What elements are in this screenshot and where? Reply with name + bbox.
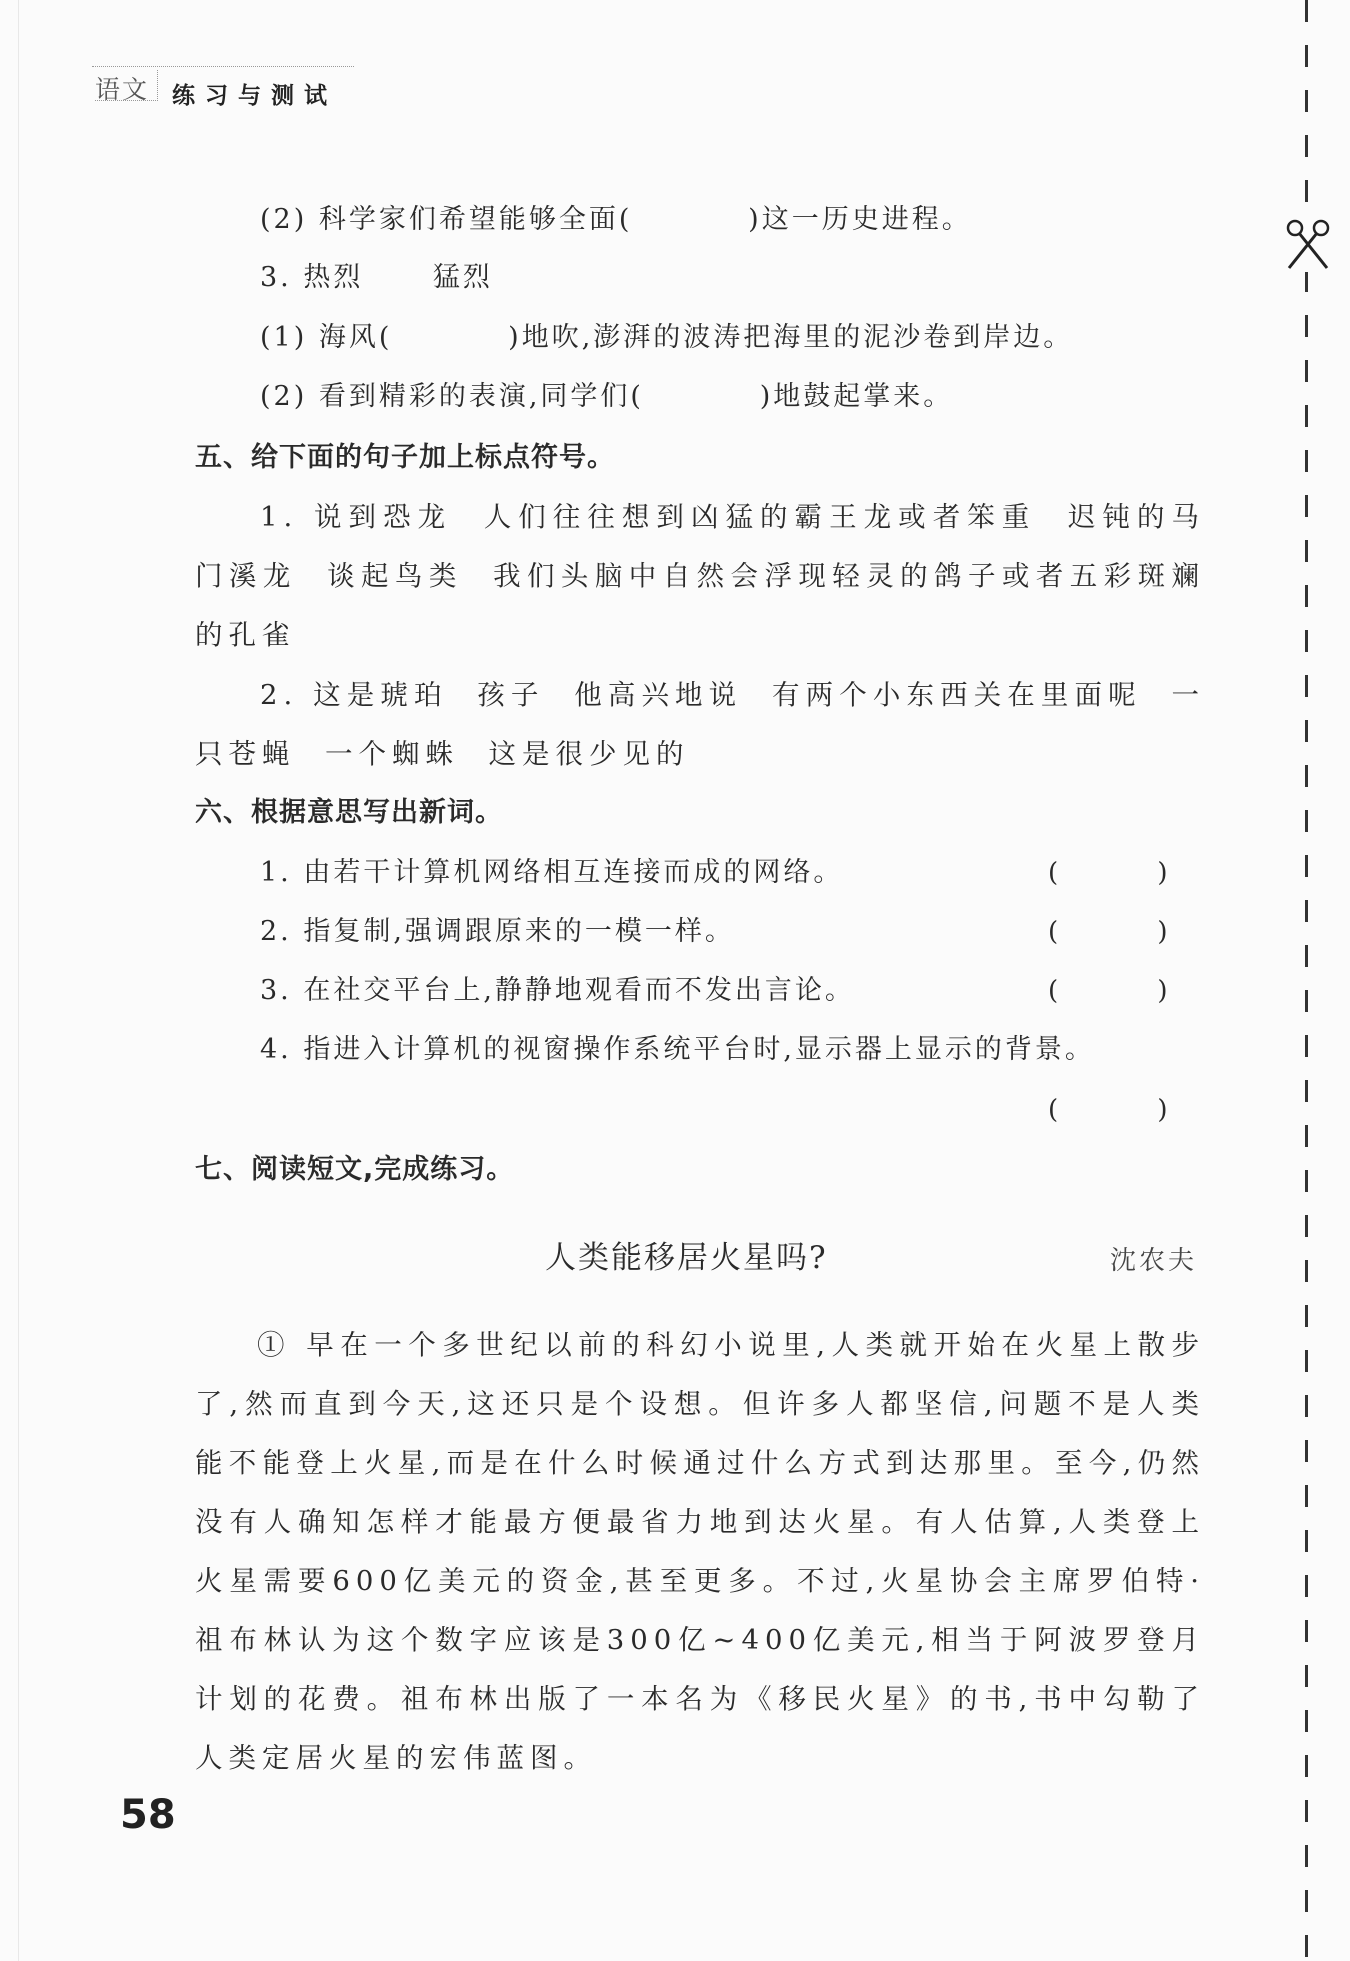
scissors-icon: [1283, 218, 1333, 272]
article-title: 人类能移居火星吗?: [545, 1240, 828, 1276]
section-5-question-1: 1. 说到恐龙 人们往往想到凶猛的霸王龙或者笨重 迟钝的马门溪龙 谈起鸟类 我们头脑中自然会浮现轻灵的鸽子或者五彩斑斓的孔雀: [195, 501, 1205, 651]
section-7-heading: 七、阅读短文,完成练习。: [195, 1154, 515, 1185]
section-6-item-2: 2. 指复制,强调跟原来的一模一样。: [260, 916, 735, 947]
section-5-question-2: 2. 这是琥珀 孩子 他高兴地说 有两个小东西关在里面呢 一只苍蝇 一个蜘蛛 这是很少见的: [195, 679, 1205, 770]
header-subject: 语文: [95, 70, 158, 101]
section-5-heading: 五、给下面的句子加上标点符号。: [195, 442, 615, 473]
exercise-line-3: (1) 海风( )地吹,澎湃的波涛把海里的泥沙卷到岸边。: [260, 322, 1074, 353]
section-6-item-1: 1. 由若干计算机网络相互连接而成的网络。: [260, 857, 844, 888]
page-edge: [18, 0, 19, 1961]
answer-bracket-4: ( ): [1048, 1095, 1168, 1125]
section-6-item-4: 4. 指进入计算机的视窗操作系统平台时,显示器上显示的背景。: [260, 1034, 1095, 1065]
page-number: 58: [120, 1792, 176, 1838]
exercise-line-4: (2) 看到精彩的表演,同学们( )地鼓起掌来。: [260, 381, 954, 412]
article-paragraph-1: ① 早在一个多世纪以前的科幻小说里,人类就开始在火星上散步了,然而直到今天,这还只是个设想。但许多人都坚信,问题不是人类能不能登上火星,而是在什么时候通过什么方式到达那里。至今,仍然没有人确知怎样才能最方便最省力地到达火星。有人估算,人类登上火星需要600亿美元的资金,甚至更多。不过,火星协会主席罗伯特·祖布林认为这个数字应该是300亿~400亿美元,相当于阿波罗登月计划的花费。祖布林出版了一本名为《移民火星》的书,书中勾勒了人类定居火星的宏伟蓝图。: [195, 1329, 1205, 1774]
section-6-heading: 六、根据意思写出新词。: [195, 797, 503, 828]
answer-bracket-2: ( ): [1048, 917, 1168, 947]
exercise-line-1: (2) 科学家们希望能够全面( )这一历史进程。: [260, 204, 972, 235]
exercise-line-2: 3. 热烈 猛烈: [260, 262, 493, 293]
answer-bracket-3: ( ): [1048, 976, 1168, 1006]
section-6-item-3: 3. 在社交平台上,静静地观看而不发出言论。: [260, 975, 855, 1006]
article-author: 沈农夫: [1110, 1246, 1198, 1276]
answer-bracket-1: ( ): [1048, 858, 1168, 888]
cut-line: [1305, 0, 1308, 1961]
header-title: 练习与测试: [172, 83, 337, 109]
